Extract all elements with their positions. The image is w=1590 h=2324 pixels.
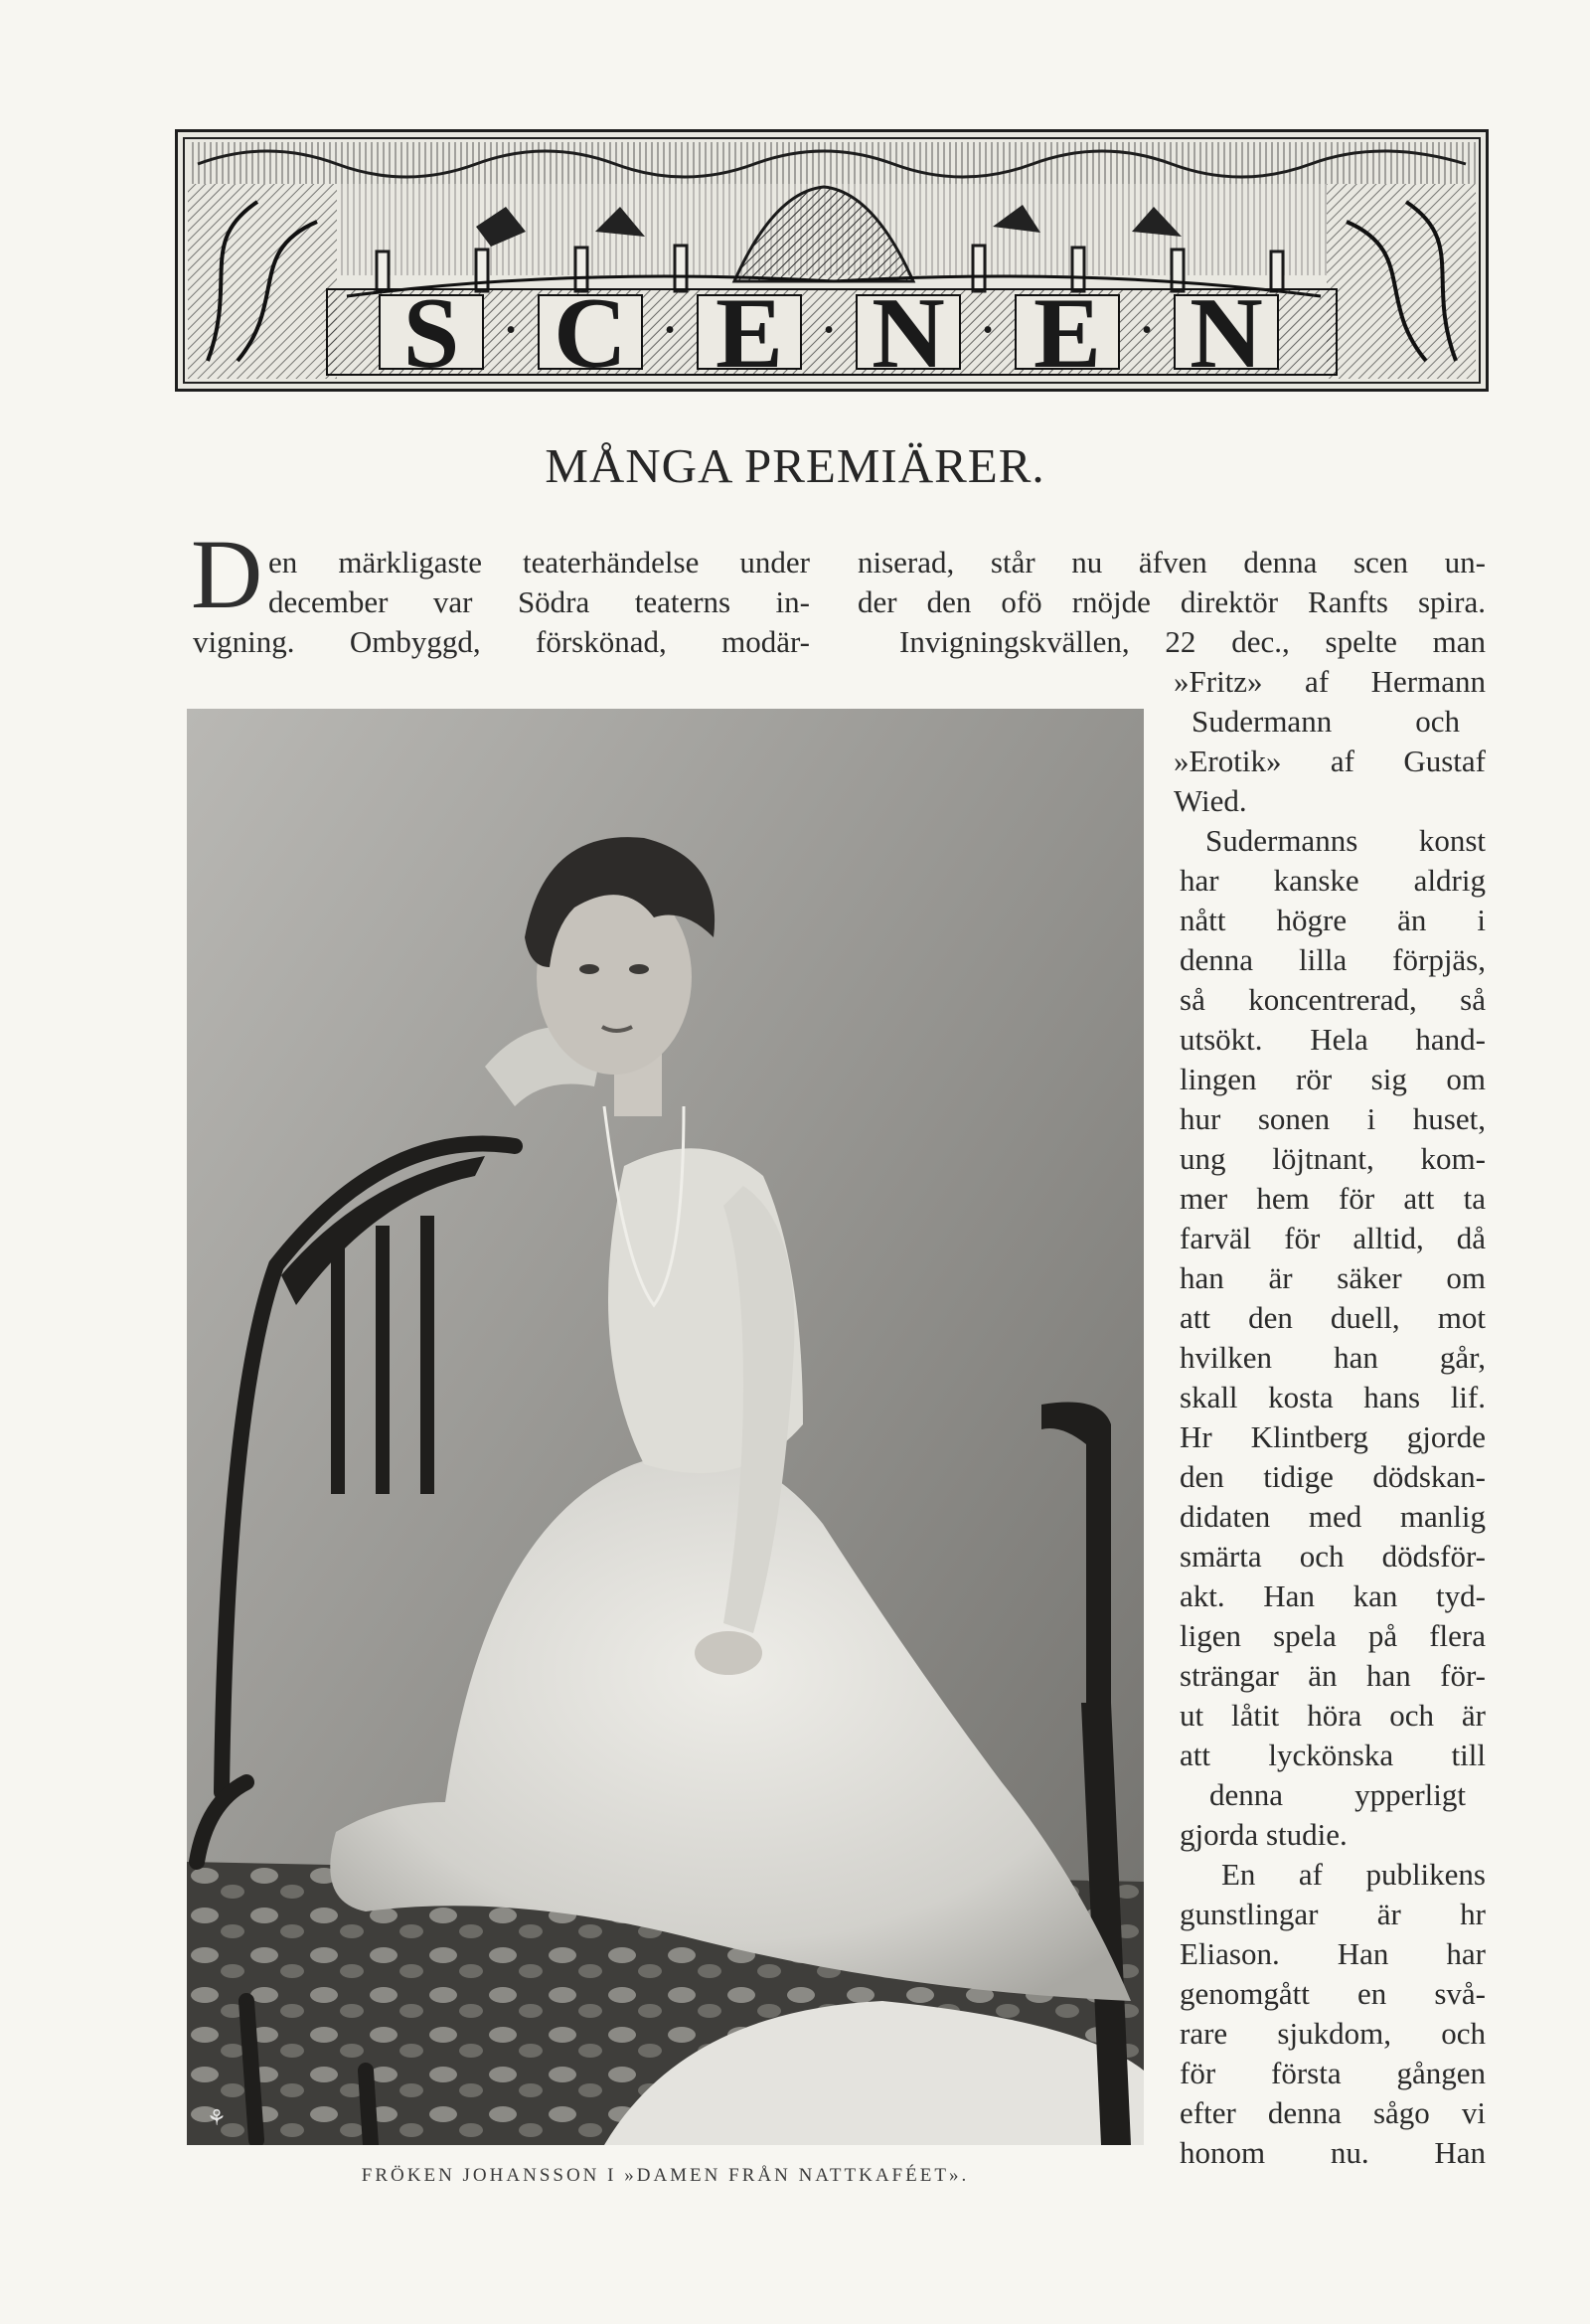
side-line: denna lilla förpjäs, [1180, 942, 1486, 977]
col1-line: vigning. Ombyggd, förskönad, modär- [193, 624, 810, 659]
side-line: så koncentrerad, så [1180, 982, 1486, 1017]
col1-line: en märkligaste teaterhändelse under [268, 545, 810, 580]
side-line: han är säker om [1180, 1260, 1486, 1295]
col2-line: Invigningskvällen, 22 dec., spelte man [899, 624, 1486, 659]
photo-caption: FRÖKEN JOHANSSON I »DAMEN FRÅN NATTKAFÉET». [361, 2165, 970, 2186]
svg-text:⚘: ⚘ [207, 2106, 227, 2131]
side-line: utsökt. Hela hand- [1180, 1022, 1486, 1057]
side-line: En af publikens [1221, 1857, 1486, 1892]
side-line: ut låtit höra och är [1180, 1698, 1486, 1733]
side-line: ligen spela på flera [1180, 1618, 1486, 1653]
side-line: Wied. [1174, 783, 1247, 818]
side-line: »Fritz» af Hermann [1174, 664, 1486, 699]
side-line: Sudermann och [1192, 704, 1460, 739]
side-line: strängar än han för- [1180, 1658, 1486, 1693]
article-title: MÅNGA PREMIÄRER. [545, 438, 1045, 493]
masthead-letter: N [1190, 277, 1263, 389]
side-line: efter denna sågo vi [1180, 2095, 1486, 2130]
side-line: smärta och dödsför- [1180, 1539, 1486, 1574]
side-line: ung löjtnant, kom- [1180, 1141, 1486, 1176]
side-line: hvilken han går, [1180, 1340, 1486, 1375]
side-line: Eliason. Han har [1180, 1936, 1486, 1971]
side-line: didaten med manlig [1180, 1499, 1486, 1534]
side-line: akt. Han kan tyd- [1180, 1578, 1486, 1613]
side-line: nått högre än i [1180, 903, 1486, 937]
masthead-letter: S [402, 277, 460, 389]
side-line: har kanske aldrig [1180, 863, 1486, 898]
side-line: »Erotik» af Gustaf [1174, 744, 1486, 778]
side-line: rare sjukdom, och [1180, 2016, 1486, 2051]
ornamental-banner [178, 132, 1486, 389]
masthead-letter: C [554, 277, 627, 389]
side-line: för första gången [1180, 2056, 1486, 2090]
side-line: denna ypperligt [1209, 1777, 1466, 1812]
col1-line: december var Södra teaterns in- [268, 584, 810, 619]
masthead-separator: · [819, 297, 839, 362]
col2-line: niserad, står nu äfven denna scen un- [858, 545, 1486, 580]
side-line: hur sonen i huset, [1180, 1101, 1486, 1136]
masthead-banner [175, 129, 1489, 392]
side-line: att lyckönska till [1180, 1738, 1486, 1772]
side-line: den tidige dödskan- [1180, 1459, 1486, 1494]
side-line: gunstlingar är hr [1180, 1897, 1486, 1931]
side-line: honom nu. Han [1180, 2135, 1486, 2170]
side-line: att den duell, mot [1180, 1300, 1486, 1335]
side-line: genomgått en svå- [1180, 1976, 1486, 2011]
side-line: gjorda studie. [1180, 1817, 1348, 1852]
side-line: Hr Klintberg gjorde [1180, 1419, 1486, 1454]
side-line: skall kosta hans lif. [1180, 1380, 1486, 1414]
masthead-letter: N [872, 277, 945, 389]
masthead-letter: E [715, 277, 784, 389]
side-line: farväl för alltid, då [1180, 1221, 1486, 1255]
masthead-letter: E [1033, 277, 1102, 389]
masthead-separator: · [501, 297, 521, 362]
portrait-photo [187, 709, 1144, 2145]
side-line: mer hem för att ta [1180, 1181, 1486, 1216]
masthead-separator: · [978, 297, 998, 362]
drop-cap: D [191, 519, 263, 629]
side-line: Sudermanns konst [1205, 823, 1486, 858]
masthead-separator: · [1137, 297, 1157, 362]
masthead-separator: · [660, 297, 680, 362]
side-line: lingen rör sig om [1180, 1062, 1486, 1096]
col2-line: der den ofö rnöjde direktör Ranfts spira. [858, 584, 1486, 619]
portrait-image [187, 709, 1144, 2145]
